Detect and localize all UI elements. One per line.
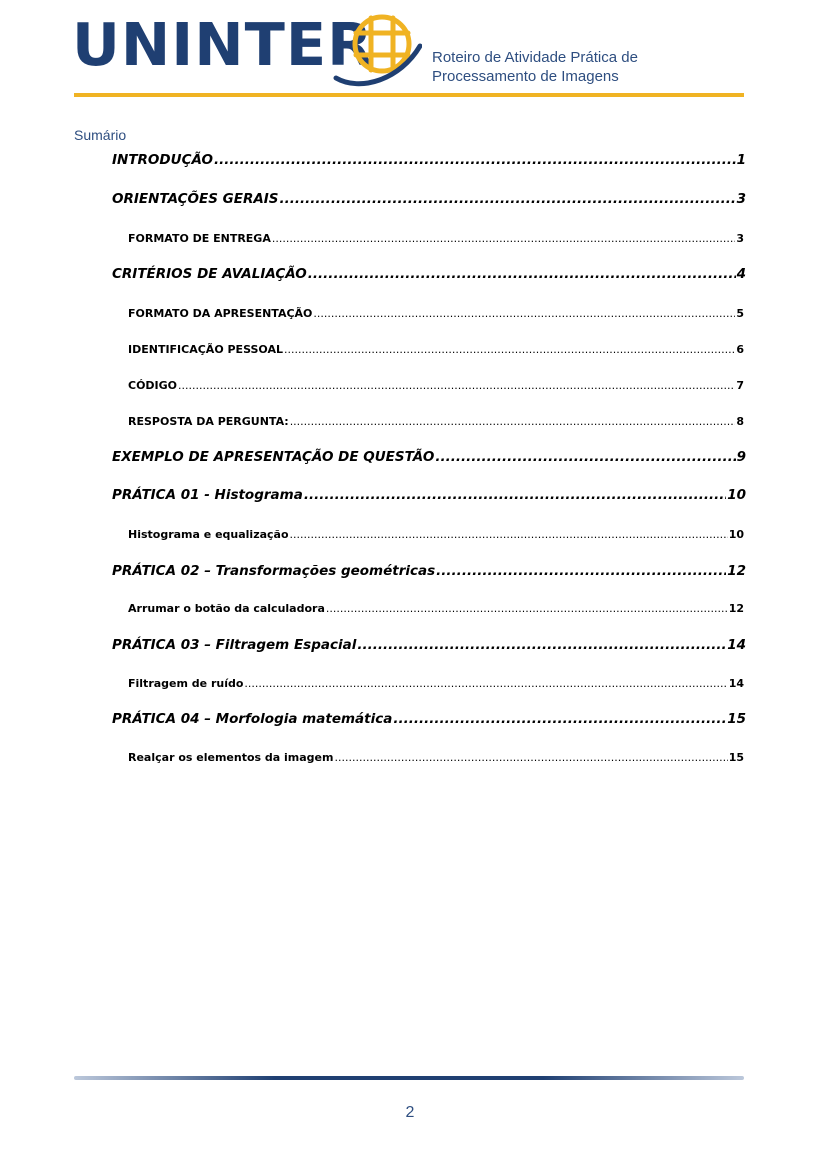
toc-entry[interactable] — [128, 677, 744, 690]
toc-entry[interactable] — [112, 152, 746, 168]
toc-entry-label: EXEMPLO DE APRESENTAÇÃO DE QUESTÃO — [112, 449, 435, 465]
footer-divider — [74, 1076, 744, 1080]
toc-entry-label: PRÁTICA 03 – Filtragem Espacial — [112, 637, 357, 653]
toc-entry-page: 7 — [736, 379, 744, 392]
toc-entry[interactable] — [112, 637, 746, 653]
toc-entry-label: FORMATO DA APRESENTAÇÃO — [128, 307, 313, 320]
toc-leader-dots — [357, 637, 726, 653]
toc-entry[interactable] — [112, 711, 746, 727]
toc-entry[interactable] — [128, 751, 744, 764]
toc-entry[interactable] — [112, 191, 746, 207]
toc-entry[interactable] — [128, 343, 744, 356]
toc-entry-page: 4 — [736, 266, 746, 282]
toc-entry-label: Filtragem de ruído — [128, 677, 244, 690]
toc-entry[interactable] — [128, 528, 744, 541]
toc-entry-page: 3 — [736, 232, 744, 245]
toc-leader-dots — [290, 528, 728, 541]
toc-leader-dots — [244, 677, 727, 690]
toc-entry[interactable] — [128, 415, 744, 428]
toc-leader-dots — [334, 751, 727, 764]
toc-leader-dots — [178, 379, 735, 392]
toc-leader-dots — [272, 232, 735, 245]
toc-entry-label: Histograma e equalização — [128, 528, 289, 541]
toc-entry-label: PRÁTICA 01 - Histograma — [112, 487, 303, 503]
header-divider — [74, 93, 744, 97]
toc-entry-label: PRÁTICA 04 – Morfologia matemática — [112, 711, 393, 727]
toc-entry-label: CRITÉRIOS DE AVALIAÇÃO — [112, 266, 307, 282]
toc-entry-page: 10 — [728, 528, 744, 541]
toc-heading: Sumário — [74, 127, 127, 143]
document-title-line-2: Processamento de Imagens — [432, 68, 619, 85]
toc-leader-dots — [435, 449, 735, 465]
toc-leader-dots — [290, 415, 736, 428]
toc-entry-page: 3 — [736, 191, 746, 207]
toc-entry-page: 6 — [736, 343, 744, 356]
document-title-line-1: Roteiro de Atividade Prática de — [432, 49, 638, 66]
toc-entry-label: RESPOSTA DA PERGUNTA: — [128, 415, 289, 428]
toc-leader-dots — [280, 191, 736, 207]
uninter-globe-logo-icon — [330, 8, 422, 92]
toc-entry-page: 5 — [736, 307, 744, 320]
toc-entry-page: 1 — [736, 152, 746, 168]
page-number: 2 — [405, 1104, 415, 1121]
toc-entry-label: PRÁTICA 02 – Transformações geométricas — [112, 563, 436, 579]
toc-leader-dots — [284, 343, 735, 356]
uninter-logo-text: UNINTER — [72, 10, 374, 79]
toc-entry[interactable] — [128, 379, 744, 392]
toc-leader-dots — [313, 307, 735, 320]
toc-leader-dots — [304, 487, 726, 503]
toc-entry[interactable] — [112, 266, 746, 282]
toc-entry[interactable] — [128, 602, 744, 615]
toc-entry[interactable] — [128, 307, 744, 320]
toc-entry-page: 12 — [728, 602, 744, 615]
toc-entry-label: Arrumar o botão da calculadora — [128, 602, 325, 615]
toc-entry-label: INTRODUÇÃO — [112, 152, 213, 168]
toc-entry-page: 9 — [736, 449, 746, 465]
toc-entry-page: 10 — [727, 487, 746, 503]
toc-entry-label: FORMATO DE ENTREGA — [128, 232, 271, 245]
toc-leader-dots — [326, 602, 728, 615]
toc-entry[interactable] — [112, 449, 746, 465]
toc-entry-page: 15 — [727, 711, 746, 727]
document-title — [432, 48, 638, 86]
toc-entry-label: ORIENTAÇÕES GERAIS — [112, 191, 279, 207]
page-header — [72, 8, 744, 98]
toc-entry-page: 15 — [728, 751, 744, 764]
toc-entry-label: Realçar os elementos da imagem — [128, 751, 334, 764]
toc-leader-dots — [308, 266, 736, 282]
toc-leader-dots — [393, 711, 726, 727]
toc-entry-page: 12 — [727, 563, 746, 579]
toc-entry-page: 14 — [727, 637, 746, 653]
toc-leader-dots — [214, 152, 736, 168]
toc-entry-label: CÓDIGO — [128, 379, 178, 392]
toc-entry[interactable] — [128, 232, 744, 245]
toc-entry-label: IDENTIFICAÇÃO PESSOAL — [128, 343, 284, 356]
toc-leader-dots — [436, 563, 726, 579]
toc-entry[interactable] — [112, 563, 746, 579]
toc-entry[interactable] — [112, 487, 746, 503]
toc-entry-page: 8 — [736, 415, 744, 428]
toc-entry-page: 14 — [728, 677, 744, 690]
